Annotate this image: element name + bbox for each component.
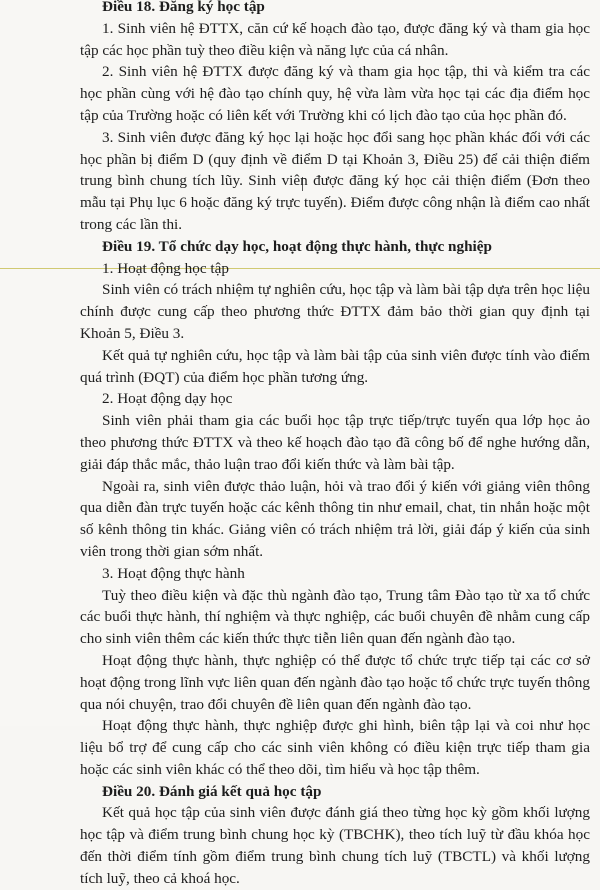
section-3-paragraph-2: Hoạt động thực hành, thực nghiệp có thể được tổ chức trực tiếp tại các cơ sở hoạt động trong lĩnh vực liên quan đến ngành đào tạo hoặc tổ chức trực tuyến thông qua nói chuyện, trao đổi chuyên đề liên quan đến ngành đào tạo. — [80, 651, 590, 713]
article-20-heading: Điều 20. Đánh giá kết quả học tập — [102, 782, 322, 800]
article-18-paragraph-2: 2. Sinh viên hệ ĐTTX được đăng ký và tham gia học tập, thi và kiểm tra các học phần cùng với hệ đào tạo chính quy, hệ vừa làm vừa học tại các địa điểm học tập của Trường hoặc có liên kết với Trường khi có lịch đào tạo của học phần đó. — [80, 63, 590, 124]
article-20 — [80, 781, 590, 890]
section-3-paragraph-1: Tuỳ theo điều kiện và đặc thù ngành đào tạo, Trung tâm Đào tạo từ xa tổ chức các buổi thực hành, thí nghiệm và thực nghiệp, các buổi chuyên đề nhằm cung cấp cho sinh viên thêm các kiến thức thực tiễn liên quan đến ngành đào tạo. — [80, 586, 590, 648]
section-2-title: 2. Hoạt động dạy học — [102, 390, 233, 408]
section-1-paragraph-2: Kết quả tự nghiên cứu, học tập và làm bài tập của sinh viên được tính vào điểm quá trình (ĐQT) của điểm học phần tương ứng. — [80, 346, 590, 386]
article-18-paragraph-3: 3. Sinh viên được đăng ký học lại hoặc học đổi sang học phần khác đối với các học phần bị điểm D (quy định về điểm D tại Khoản 3, Điều 25) để cải thiện điểm trung bình chung tích lũy. Sinh viên được đăng ký học cải thiện điểm (Đơn theo mẫu tại Phụ lục 6 hoặc đăng ký trực tuyến). Điểm được công nhận là điểm cao nhất trong các lần thi. — [80, 128, 590, 233]
section-2-paragraph-1: Sinh viên phải tham gia các buổi học tập trực tiếp/trực tuyến qua lớp học ảo theo phương thức ĐTTX và theo kế hoạch đào tạo đã công bố để nghe hướng dẫn, giải đáp thắc mắc, thảo luận trao đổi kiến thức và làm bài tập. — [80, 412, 590, 473]
section-1-paragraph-1: Sinh viên có trách nhiệm tự nghiên cứu, học tập và làm bài tập dựa trên học liệu chính được cung cấp theo phương thức ĐTTX đảm bảo thời gian quy định tại Khoản 5, Điều 3. — [80, 281, 590, 342]
document-body — [80, 0, 590, 890]
article-18-paragraph-1: 1. Sinh viên hệ ĐTTX, căn cứ kế hoạch đào tạo, được đăng ký và tham gia học tập các học phần tuỳ theo điều kiện và năng lực của cá nhân. — [80, 19, 590, 59]
section-3-title: 3. Hoạt động thực hành — [102, 564, 245, 582]
section-3-paragraph-3: Hoạt động thực hành, thực nghiệp được ghi hình, biên tập lại và coi như học liệu bổ trợ để cung cấp cho các sinh viên không có điều kiện trực tiếp tham gia hoặc các sinh viên khác có thể theo dõi, tìm hiểu và học tập thêm. — [80, 717, 590, 778]
article-19-heading: Điều 19. Tổ chức dạy học, hoạt động thực hành, thực nghiệp — [102, 237, 492, 255]
section-2-paragraph-2: Ngoài ra, sinh viên được thảo luận, hỏi và trao đổi ý kiến với giảng viên thông qua diễn đàn trực tuyến hoặc các kênh thông tin như email, chat, tin nhắn hoặc một số kênh thông tin khác. Giảng viên có trách nhiệm trả lời, giải đáp ý kiến của sinh viên trong thời gian sớm nhất. — [80, 477, 590, 560]
article-19 — [80, 236, 590, 781]
section-1-title: 1. Hoạt động học tập — [102, 259, 229, 277]
article-18-heading: Điều 18. Đăng ký học tập — [102, 0, 265, 15]
article-18 — [80, 0, 590, 236]
article-20-paragraph-1: Kết quả học tập của sinh viên được đánh giá theo từng học kỳ gồm khối lượng học tập và điểm trung bình chung học kỳ (TBCHK), theo tích luỹ từ đầu khóa học đến thời điểm tính gồm điểm trung bình chung tích luỹ (TBCTL) và khối lượng tích luỹ, theo cả khoá học. — [80, 804, 590, 887]
